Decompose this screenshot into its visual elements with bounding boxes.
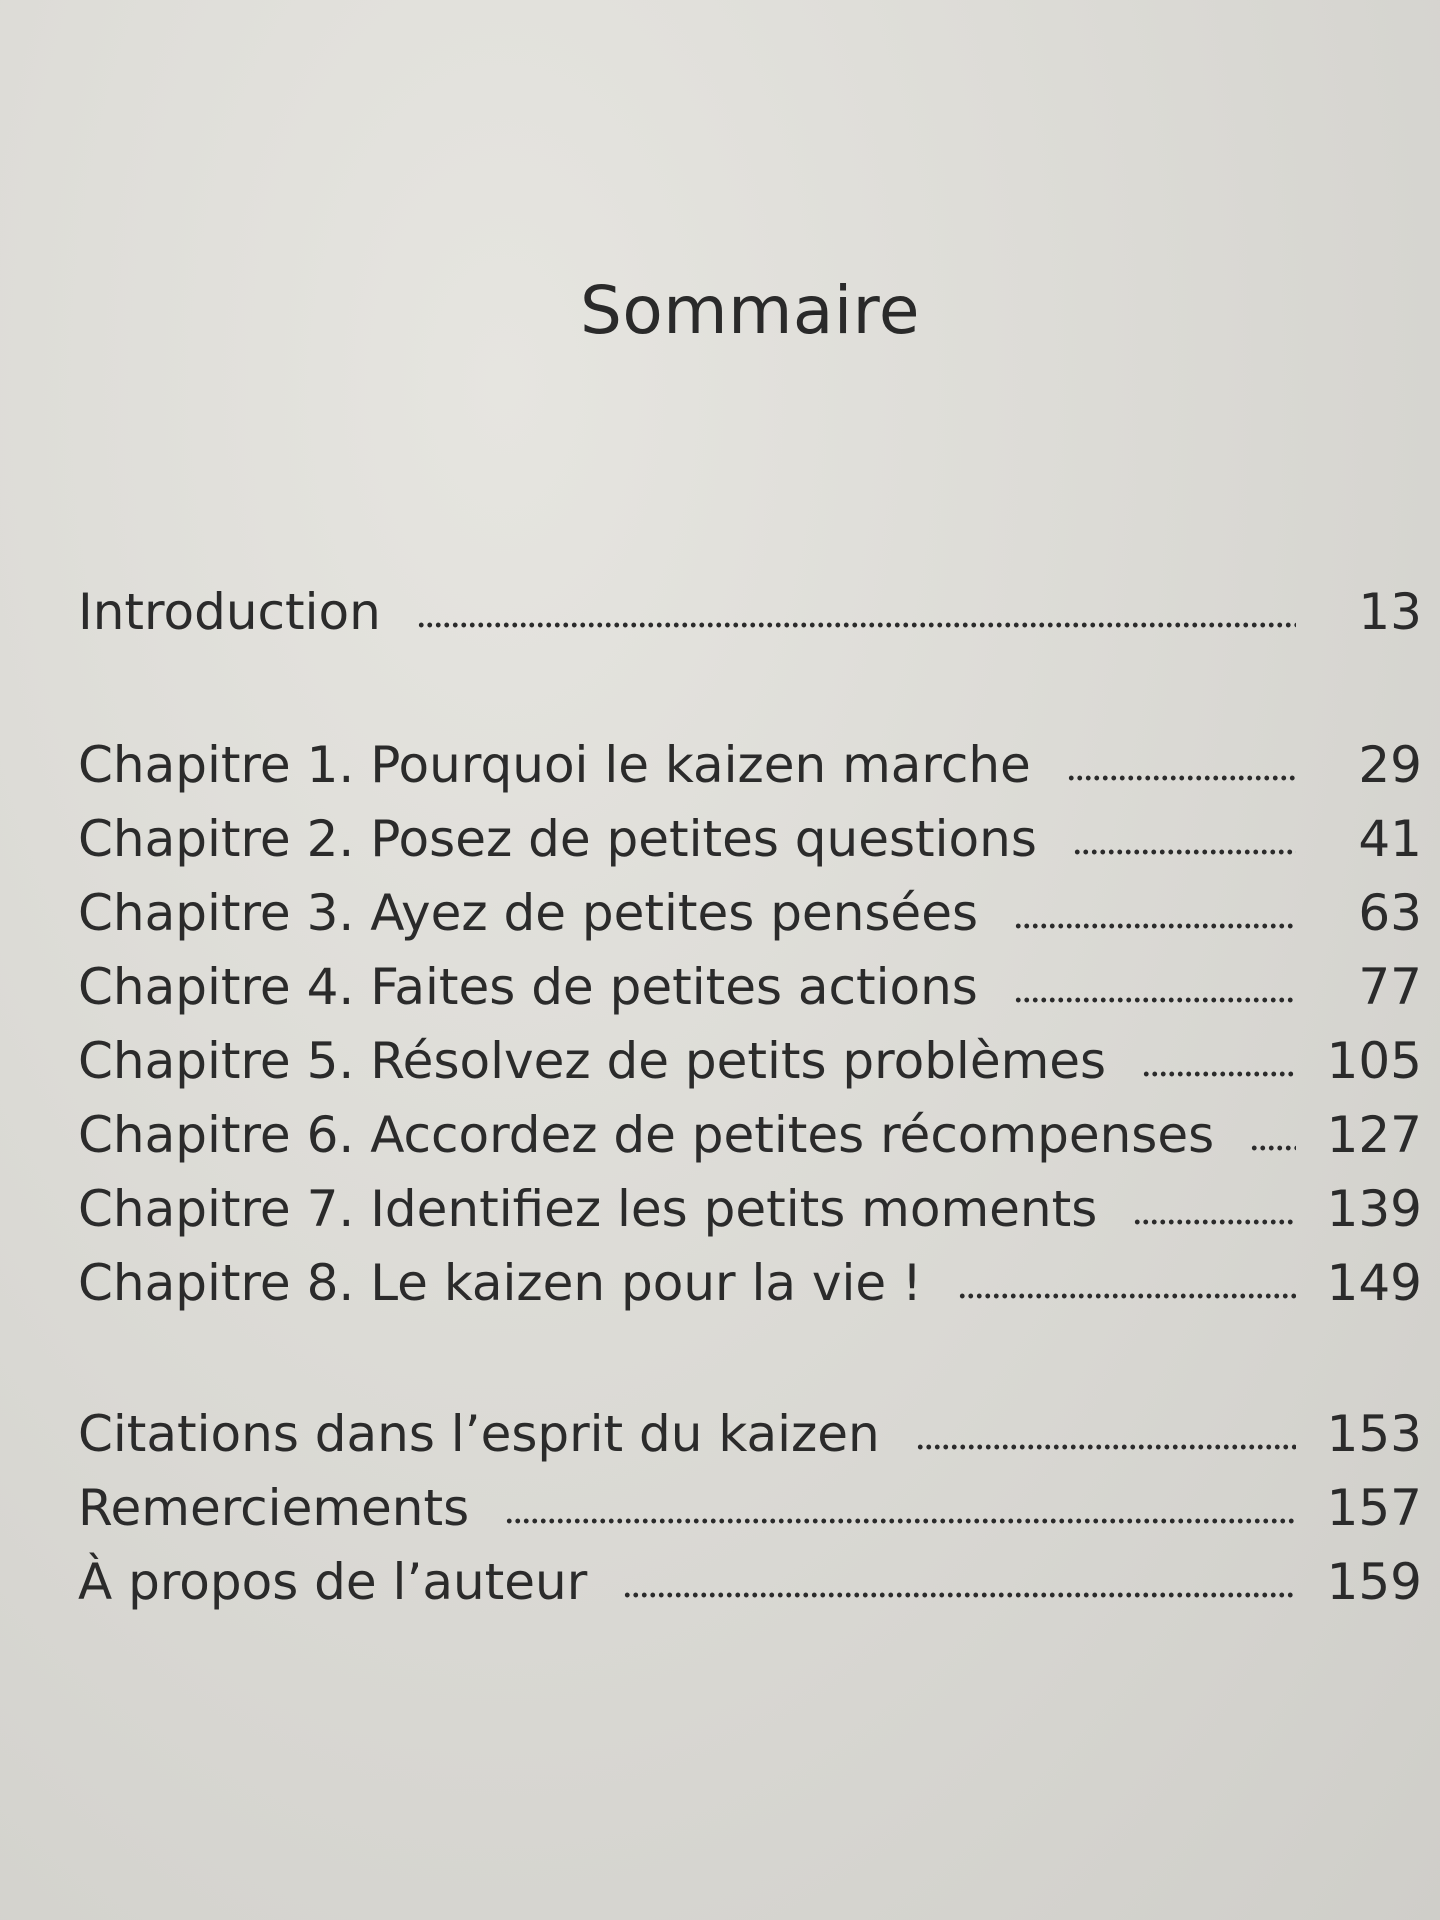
dot-leader xyxy=(958,1293,1296,1299)
toc-entry-label: Citations dans l’esprit du kaizen xyxy=(78,1405,880,1463)
dot-leader xyxy=(623,1592,1296,1598)
toc-entry-citations xyxy=(78,1397,1422,1471)
toc-entry-label: Chapitre 3. Ayez de petites pensées xyxy=(78,884,978,942)
toc-entry-a-propos xyxy=(78,1545,1422,1619)
dot-leader xyxy=(1014,997,1296,1003)
toc-entry-page: 29 xyxy=(1358,736,1422,794)
dot-leader xyxy=(1142,1071,1296,1077)
toc-entry-label: Introduction xyxy=(78,583,381,641)
toc-entry-page: 159 xyxy=(1326,1553,1422,1611)
toc-entry-page: 153 xyxy=(1326,1405,1422,1463)
toc-entry-label: Chapitre 6. Accordez de petites récompenses xyxy=(78,1106,1215,1164)
dot-leader xyxy=(505,1518,1296,1524)
dot-leader xyxy=(1073,849,1296,855)
toc-entry-page: 41 xyxy=(1358,810,1422,868)
dot-leader xyxy=(1014,923,1296,929)
toc-entry-page: 149 xyxy=(1326,1254,1422,1312)
toc-entry-chapter-4 xyxy=(78,950,1422,1024)
dot-leader xyxy=(1067,775,1296,781)
toc-entry-page: 105 xyxy=(1326,1032,1422,1090)
toc-entry-label: Chapitre 2. Posez de petites questions xyxy=(78,810,1037,868)
toc-entry-label: Chapitre 8. Le kaizen pour la vie ! xyxy=(78,1254,923,1312)
dot-leader xyxy=(916,1444,1296,1450)
toc-entry-introduction xyxy=(78,575,1422,649)
toc-entry-page: 157 xyxy=(1326,1479,1422,1537)
toc-entry-chapter-2 xyxy=(78,802,1422,876)
toc-entry-chapter-3 xyxy=(78,876,1422,950)
toc-entry-page: 139 xyxy=(1326,1180,1422,1238)
dot-leader xyxy=(1133,1219,1296,1225)
dot-leader xyxy=(417,622,1296,628)
toc-entry-label: Chapitre 4. Faites de petites actions xyxy=(78,958,978,1016)
toc-entry-page: 127 xyxy=(1326,1106,1422,1164)
page-title: Sommaire xyxy=(580,272,920,349)
toc-entry-chapter-6 xyxy=(78,1098,1422,1172)
toc-entry-page: 77 xyxy=(1358,958,1422,1016)
toc-entry-chapter-1 xyxy=(78,728,1422,802)
toc-entry-remerciements xyxy=(78,1471,1422,1545)
toc-entry-page: 13 xyxy=(1358,583,1422,641)
toc-entry-chapter-5 xyxy=(78,1024,1422,1098)
toc-entry-label: Chapitre 5. Résolvez de petits problèmes xyxy=(78,1032,1107,1090)
dot-leader xyxy=(1250,1145,1296,1151)
toc-entry-label: Remerciements xyxy=(78,1479,470,1537)
toc-entry-label: Chapitre 7. Identifiez les petits moments xyxy=(78,1180,1098,1238)
toc-entry-page: 63 xyxy=(1358,884,1422,942)
toc-entry-chapter-7 xyxy=(78,1172,1422,1246)
toc-entry-chapter-8 xyxy=(78,1246,1422,1320)
toc-entry-label: À propos de l’auteur xyxy=(78,1553,588,1611)
toc-entry-label: Chapitre 1. Pourquoi le kaizen marche xyxy=(78,736,1031,794)
